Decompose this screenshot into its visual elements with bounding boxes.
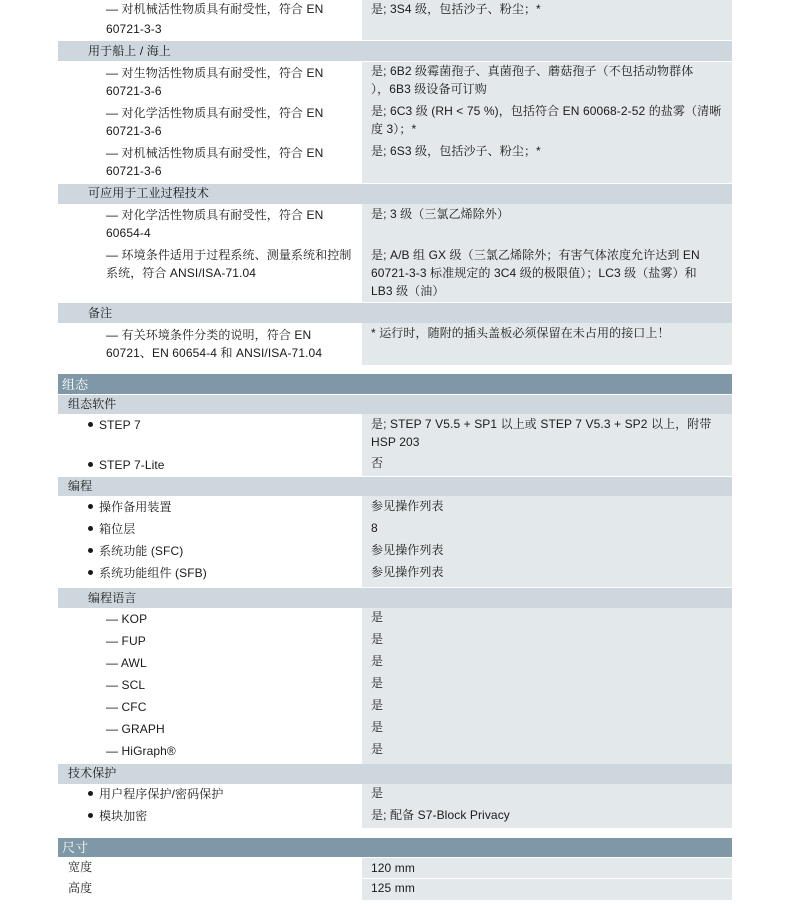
spec-row-step7 [58, 414, 732, 454]
spec-label [88, 807, 147, 825]
spec-label [88, 498, 172, 516]
spec-label [88, 520, 135, 538]
subheader-title: 可应用于工业过程技术 [88, 186, 210, 200]
spec-row-ansi-isa [58, 244, 732, 302]
spec-label: — 环境条件适用于过程系统、测量系统和控制 [106, 248, 352, 262]
spec-value: 是; 6B2 级霉菌孢子、真菌孢子、蘑菇孢子（不包括动物群体 [371, 64, 694, 78]
subheader-protection [58, 764, 732, 784]
spec-label [88, 564, 207, 582]
spec-value: 是; 6C3 级 (RH < 75 %)，包括符合 EN 60068-2-52 的盐雾（清晰 [371, 104, 722, 118]
spec-value: 是; 配备 S7-Block Privacy [371, 808, 510, 822]
spec-label-cont: 60721-3-3 [106, 22, 162, 36]
spec-row-language [58, 740, 732, 764]
spec-row-language [58, 718, 732, 740]
spec-label-text: STEP 7-Lite [99, 458, 165, 472]
spec-row-mechanical-3-3 [58, 0, 732, 40]
spec-label [88, 542, 183, 560]
spec-label-cont: 60654-4 [106, 226, 151, 240]
spec-value: * 运行时，随附的插头盖板必须保留在未占用的接口上！ [371, 326, 670, 340]
spec-label-text: 用户程序保护/密码保护 [99, 787, 224, 801]
spec-label: — AWL [106, 656, 147, 670]
spec-row-programming [58, 496, 732, 518]
spec-row-language [58, 608, 732, 630]
spec-row-chemical-60654 [58, 204, 732, 244]
bullet-icon [88, 504, 93, 509]
spec-label-cont: 60721-3-6 [106, 84, 162, 98]
spec-value: 是 [371, 632, 384, 646]
spec-value: 是 [371, 786, 384, 800]
spec-row-language [58, 696, 732, 718]
bullet-icon [88, 548, 93, 553]
spec-value: 是 [371, 720, 384, 734]
spec-row-biological-3-6 [58, 62, 732, 102]
spec-value: 否 [371, 456, 384, 470]
subheader-title: 技术保护 [68, 766, 117, 780]
subheader-title: 编程 [68, 479, 93, 493]
section-title: 尺寸 [62, 840, 89, 855]
subheader-languages [58, 588, 732, 608]
spec-label: — KOP [106, 612, 148, 626]
spec-value-cont: 60721-3-3 标准规定的 3C4 级的极限值）；LC3 级（盐雾）和 [371, 266, 697, 280]
spec-label: — 对化学活性物质具有耐受性，符合 EN [106, 208, 324, 222]
spec-label: — SCL [106, 678, 146, 692]
subheader-title: 组态软件 [68, 397, 117, 411]
spec-value: 是 [371, 610, 384, 624]
spec-label-text: 系统功能 (SFC) [99, 544, 184, 558]
spec-row-protection [58, 806, 732, 828]
spec-label: — HiGraph® [106, 744, 176, 758]
spec-row-height [58, 879, 732, 900]
subheader-title: 用于船上 / 海上 [88, 44, 171, 58]
spec-label: 宽度 [68, 860, 93, 874]
spec-label-cont: 系统，符合 ANSI/ISA-71.04 [106, 266, 257, 280]
spec-value: 125 mm [371, 881, 415, 895]
subheader-remarks [58, 303, 732, 323]
subheader-process [58, 184, 732, 204]
spec-value-cont: 度 3）；* [371, 122, 417, 136]
spec-value: 参见操作列表 [371, 543, 444, 557]
spec-row-programming [58, 540, 732, 562]
spec-row-mechanical-3-6 [58, 142, 732, 183]
spec-label: — 对机械活性物质具有耐受性，符合 EN [106, 146, 324, 160]
spec-label-text: 模块加密 [99, 809, 148, 823]
section-title: 组态 [62, 377, 89, 392]
subheader-title: 编程语言 [88, 591, 137, 605]
spec-row-language [58, 674, 732, 696]
spec-value: 是; 3 级（三氯乙烯除外） [371, 207, 510, 221]
spec-value: 参见操作列表 [371, 565, 444, 579]
subheader-title: 备注 [88, 306, 113, 320]
spec-row-step7-lite [58, 454, 732, 476]
spec-value-cont: LB3 级（油） [371, 284, 445, 298]
spec-label-cont: 60721-3-6 [106, 164, 162, 178]
spec-label-cont: 60721、EN 60654-4 和 ANSI/ISA-71.04 [106, 346, 323, 360]
spec-label [88, 785, 223, 803]
subheader-programming [58, 477, 732, 496]
spec-label: — 对化学活性物质具有耐受性，符合 EN [106, 106, 324, 120]
bullet-icon [88, 526, 93, 531]
subheader-config-software [58, 395, 732, 414]
spec-row-width [58, 858, 732, 878]
spec-value: 是 [371, 654, 384, 668]
spec-label: — CFC [106, 700, 147, 714]
spec-row-classification-note [58, 323, 732, 365]
spec-label: — 对机械活性物质具有耐受性，符合 EN [106, 2, 324, 16]
spec-label-text: 操作备用装置 [99, 500, 172, 514]
spec-value: 120 mm [371, 861, 415, 875]
spec-value: 是; 3S4 级，包括沙子、粉尘；* [371, 2, 541, 16]
spec-value-cont: HSP 203 [371, 435, 420, 449]
spec-row-language [58, 652, 732, 674]
spec-label [88, 416, 141, 434]
bullet-icon [88, 791, 93, 796]
spec-label: — FUP [106, 634, 146, 648]
spec-row-chemical-3-6 [58, 102, 732, 142]
section-config [58, 374, 732, 394]
spec-value-cont: ），6B3 级设备可订购 [371, 82, 487, 96]
spec-value: 是 [371, 698, 384, 712]
spec-value: 是 [371, 676, 384, 690]
spec-row-programming [58, 518, 732, 540]
bullet-icon [88, 570, 93, 575]
spec-value: 是; STEP 7 V5.5 + SP1 以上或 STEP 7 V5.3 + SP2 以上，附带 [371, 417, 712, 431]
spec-label: — 有关环境条件分类的说明，符合 EN [106, 328, 312, 342]
spec-label: — 对生物活性物质具有耐受性，符合 EN [106, 66, 324, 80]
spec-value: 是; 6S3 级，包括沙子、粉尘；* [371, 144, 541, 158]
subheader-marine [58, 41, 732, 61]
spec-value: 参见操作列表 [371, 499, 444, 513]
spec-value: 是 [371, 742, 384, 756]
spec-label-cont: 60721-3-6 [106, 124, 162, 138]
spec-value: 是; A/B 组 GX 级（三氯乙烯除外；有害气体浓度允许达到 EN [371, 248, 700, 262]
spec-row-protection [58, 784, 732, 806]
spec-label-text: STEP 7 [99, 418, 141, 432]
spec-label-text: 箱位层 [99, 522, 136, 536]
bullet-icon [88, 422, 93, 427]
section-dimensions [58, 838, 732, 857]
spec-value: 8 [371, 521, 378, 535]
spec-label: — GRAPH [106, 722, 165, 736]
spec-row-language [58, 630, 732, 652]
bullet-icon [88, 813, 93, 818]
spec-row-programming [58, 562, 732, 587]
spec-label: 高度 [68, 881, 93, 895]
spec-label-text: 系统功能组件 (SFB) [99, 566, 207, 580]
bullet-icon [88, 462, 93, 467]
spec-label [88, 456, 165, 474]
